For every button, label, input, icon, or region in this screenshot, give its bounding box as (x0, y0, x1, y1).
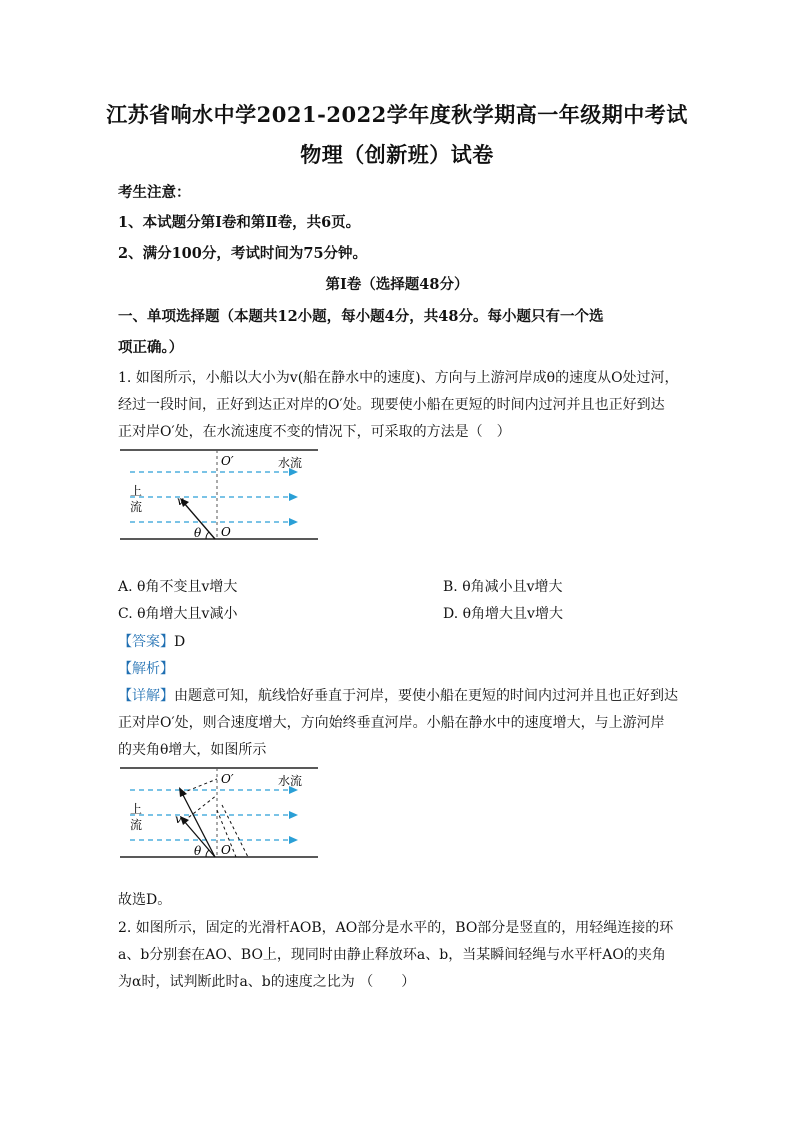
q1-conclusion: 故选D。 (118, 892, 172, 908)
part-heading-line2: 项正确。） (118, 339, 184, 356)
q1-option-c[interactable]: C. θ角增大且v减小 (118, 606, 238, 622)
analysis-tag: 【解析】 (118, 661, 174, 677)
answer-tag: 【答案】 (118, 634, 174, 650)
q1-detail-line3: 的夹角θ增大，如图所示 (118, 742, 267, 758)
q2-stem-line3: 为α时，试判断此时a、b的速度之比为 （ ） (118, 974, 416, 990)
notice-item-2: 2、满分100分，考试时间为75分钟。 (118, 245, 368, 262)
answer-value: D (174, 634, 186, 650)
label-water-flow-2: 水流 (278, 774, 303, 788)
q2-stem-line1: 2. 如图所示，固定的光滑杆AOB，AO部分是水平的，BO部分是竖直的，用轻绳连接的环 (118, 920, 674, 936)
exam-title-line2: 物理（创新班）试卷 (300, 142, 494, 167)
q1-option-a[interactable]: A. θ角不变且v增大 (118, 579, 238, 595)
detail-tag: 【详解】 (118, 688, 174, 704)
label-o-prime-2: O′ (221, 772, 234, 786)
label-v: v (177, 494, 184, 508)
label-upstream-2: 流 (130, 500, 143, 514)
exam-title-line1: 江苏省响水中学2021-2022学年度秋学期高一年级期中考试 (106, 102, 688, 127)
label-water-flow: 水流 (278, 456, 303, 470)
notice-heading: 考生注意： (118, 184, 191, 201)
label-v-2: v (175, 812, 182, 826)
river-diagram-1 (118, 447, 323, 545)
river-diagram-2 (118, 765, 323, 863)
q1-detail-line1 (118, 685, 678, 705)
q1-option-b[interactable]: B. θ角减小且v增大 (443, 579, 563, 595)
part-heading-line1: 一、单项选择题（本题共12小题，每小题4分，共48分。每小题只有一个选 (118, 308, 604, 325)
q2-stem-line2: a、b分别套在AO、BO上，现同时由静止释放环a、b，当某瞬间轻绳与水平杆AO的夹角 (118, 947, 666, 963)
section-title: 第Ⅰ卷（选择题48分） (325, 276, 469, 293)
q1-option-d[interactable]: D. θ角增大且v增大 (443, 606, 563, 622)
q1-stem-line3: 正对岸O′处，在水流速度不变的情况下，可采取的方法是（ ） (118, 424, 511, 440)
q1-answer (118, 631, 185, 651)
label-upstream-1: 上 (130, 484, 143, 498)
label-theta-2: θ (194, 844, 202, 858)
label-upstream-2b: 流 (130, 818, 143, 832)
label-o-prime: O′ (221, 454, 234, 468)
label-o: O (221, 525, 231, 539)
q1-stem-line2: 经过一段时间，正好到达正对岸的O′处。现要使小船在更短的时间内过河并且也正好到达 (118, 397, 665, 413)
q1-detail-line2: 正对岸O′处，则合速度增大，方向始终垂直河岸。小船在静水中的速度增大，与上游河岸 (118, 715, 665, 731)
label-o-2: O (221, 843, 231, 857)
detail-text-1: 由题意可知，航线恰好垂直于河岸，要使小船在更短的时间内过河并且也正好到达 (174, 688, 678, 704)
q1-analysis (118, 658, 174, 678)
label-upstream-1b: 上 (130, 802, 143, 816)
notice-item-1: 1、本试题分第Ⅰ卷和第Ⅱ卷，共6页。 (118, 214, 361, 231)
q1-stem-line1: 1. 如图所示，小船以大小为v(船在静水中的速度)、方向与上游河岸成θ的速度从O处过河， (118, 370, 679, 386)
label-theta: θ (194, 526, 202, 540)
